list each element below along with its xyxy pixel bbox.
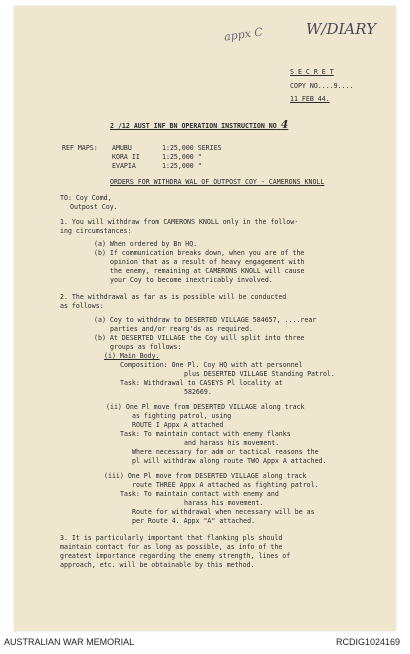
text-line: and harass his movement. [184, 439, 280, 447]
text-line: 1. You will withdraw from CAMERONS KNOLL only in the follow- [60, 218, 299, 226]
text-line: (b) If communication breaks down, when you are of the [94, 249, 305, 257]
text-line: the enemy, remaining at CAMERONS KNOLL will cause [110, 267, 305, 275]
ref-map-name: EVAPIA [112, 162, 136, 170]
text-line: harass his movement. [184, 499, 264, 507]
text-line: plus DESERTED VILLAGE Standing Patrol. [184, 370, 335, 378]
text-line: (i) Main Body. [104, 352, 160, 360]
text-line: Where necessary for adm or tactical reasons the [132, 448, 319, 456]
secret-heading: S E C R E T [290, 68, 334, 76]
text-line: approach, etc. will be obtainable by this method. [60, 561, 255, 569]
text-line: opinion that as a result of heavy engagement with [110, 258, 305, 266]
text-line: ing circumstances: [60, 227, 132, 235]
ref-maps-label: REF MAPS: [62, 144, 98, 152]
text-line: (a) Coy to withdraw to DESERTED VILLAGE 584657, ....rear [94, 316, 317, 324]
text-line: (a) When ordered by Bn HQ. [94, 240, 198, 248]
text-line: parties and/or rearg'ds as required. [110, 325, 253, 333]
addressee-line: Outpost Coy. [70, 203, 118, 211]
text-line: your Coy to become inextricably involved. [110, 276, 273, 284]
document-page [14, 6, 396, 631]
text-line: pl will withdraw along route TWO Appx A attached. [132, 457, 327, 465]
addressee-line: TO: Coy Comd, [60, 194, 112, 202]
text-line: Task: To maintain contact with enemy and [120, 490, 279, 498]
instruction-title [110, 118, 289, 131]
text-line: route THREE Appx A attached as fighting patrol. [132, 481, 319, 489]
document-date: 11 FEB 44. [290, 95, 330, 103]
text-line: groups as follows: [110, 343, 182, 351]
text-line: (iii) One Pl move from DESERTED VILLAGE along track [104, 472, 307, 480]
ref-map-name: AMUBU [112, 144, 132, 152]
copy-number: COPY NO....9.... [290, 82, 354, 90]
text-line: (b) At DESERTED VILLAGE the Coy will split into three [94, 334, 305, 342]
text-line: maintain contact for as long as possible, as info of the [60, 543, 283, 551]
text-line: 3. It is particularly important that flanking pls should [60, 534, 283, 542]
text-line: as follows: [60, 302, 104, 310]
ref-map-scale: 1:25,000 " [162, 162, 202, 170]
text-line: 582669. [184, 388, 212, 396]
text-line: Task: To maintain contact with enemy flanks [120, 430, 291, 438]
text-line: 2. The withdrawal as far as is possible will be conducted [60, 293, 287, 301]
archive-record-id: RCDIG1024169 [336, 637, 401, 647]
text-line: Composition: One Pl. Coy HQ with att personnel [120, 361, 303, 369]
ref-map-name: KORA II [112, 153, 140, 161]
text-line: per Route 4. Appx "A" attached. [132, 517, 256, 525]
text-line: Task: Withdrawal to CASEYS Pl locality at [120, 379, 283, 387]
handwritten-war-diary-note: W/DIARY [306, 20, 376, 38]
title-text: 2 /12 AUST INF BN OPERATION INSTRUCTION NO [110, 122, 277, 130]
orders-title: ORDERS FOR WITHDRA WAL OF OUTPOST COY - CAMERONS KNOLL [110, 178, 325, 186]
archive-credit: AUSTRALIAN WAR MEMORIAL [4, 637, 135, 647]
text-line: greatest importance regarding the enemy strength, lines of [60, 552, 291, 560]
text-line: as fighting patrol, using [132, 412, 232, 420]
text-line: (ii) One Pl move from DESERTED VILLAGE along track [106, 403, 305, 411]
ref-map-scale: 1:25,000 " [162, 153, 202, 161]
ref-map-scale: 1:25,000 SERIES [162, 144, 222, 152]
title-number: 4 [280, 118, 289, 131]
text-line: ROUTE I Appx A attached [132, 421, 224, 429]
handwritten-appx-note: appx C [223, 25, 264, 44]
text-line: Route for withdrawal when necessary will be as [132, 508, 315, 516]
